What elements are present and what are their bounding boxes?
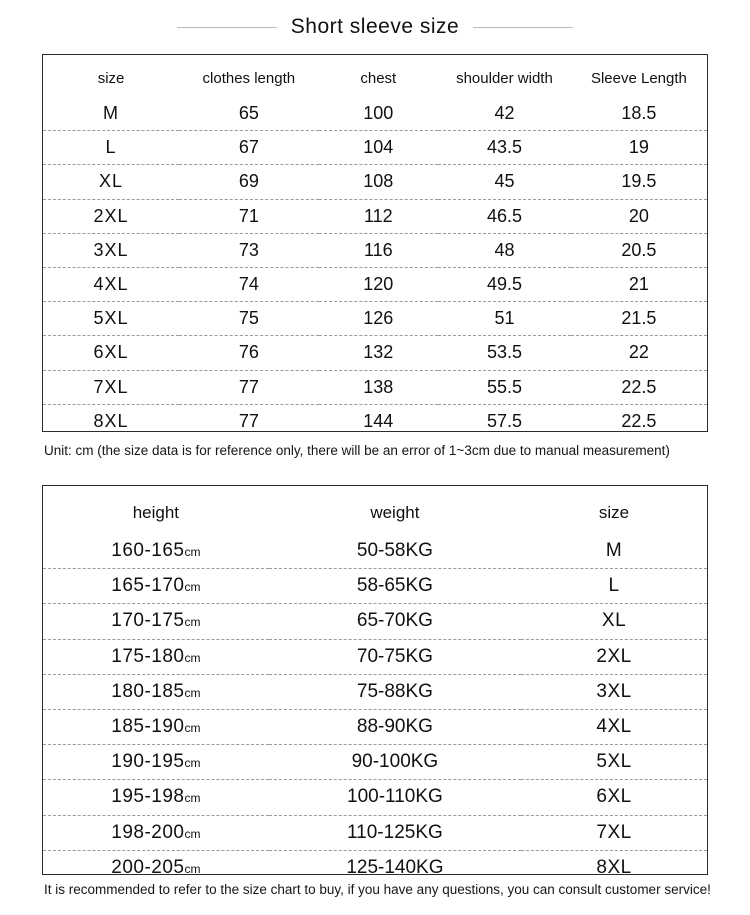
table-row xyxy=(43,709,707,744)
cell-clothes-length: 74 xyxy=(179,267,318,301)
cell-size: 8XL xyxy=(93,410,129,431)
cell-sleeve-length: 21.5 xyxy=(571,302,707,336)
cell-shoulder-width: 42 xyxy=(438,97,571,131)
cell-height xyxy=(43,639,269,674)
cell-shoulder-width: 48 xyxy=(438,233,571,267)
cell-shoulder-width: 57.5 xyxy=(486,410,522,431)
cell-chest: 104 xyxy=(319,131,439,165)
height-unit: cm xyxy=(184,615,201,630)
cell-chest: 112 xyxy=(319,199,439,233)
height-unit: cm xyxy=(184,861,201,876)
height-value: 190-195 xyxy=(111,751,185,773)
cell-size: L xyxy=(43,131,179,165)
cell-height xyxy=(43,745,269,780)
cell-size: 5XL xyxy=(43,302,179,336)
cell-sleeve-length: 18.5 xyxy=(571,97,707,131)
cell-shoulder-width: 55.5 xyxy=(438,370,571,404)
table-row xyxy=(43,534,707,569)
cell-sleeve-length: 19.5 xyxy=(571,165,707,199)
cell-size: 2XL xyxy=(43,199,179,233)
cell-sleeve-length: 20.5 xyxy=(571,233,707,267)
cell-height xyxy=(43,850,269,885)
table-row xyxy=(43,131,707,165)
cell-clothes-length: 73 xyxy=(179,233,318,267)
cell-weight: 110-125KG xyxy=(269,815,521,850)
column-header-height: height xyxy=(132,503,180,522)
cell-sleeve-length: 22 xyxy=(571,336,707,370)
cell-clothes-length: 71 xyxy=(179,199,318,233)
column-header-size: size xyxy=(598,503,630,522)
height-value: 180-185 xyxy=(111,680,185,702)
fit-table-header-row xyxy=(43,492,707,534)
cell-chest: 144 xyxy=(363,410,394,431)
cell-chest: 116 xyxy=(319,233,439,267)
height-value: 185-190 xyxy=(111,716,185,738)
cell-clothes-length: 65 xyxy=(179,97,318,131)
height-value: 165-170 xyxy=(111,575,185,597)
cell-chest: 108 xyxy=(319,165,439,199)
table-row xyxy=(43,569,707,604)
table-row xyxy=(43,267,707,301)
column-header-clothes-length: clothes length xyxy=(202,69,296,87)
page-title-text: Short sleeve size xyxy=(290,15,460,38)
height-value: 198-200 xyxy=(111,821,185,843)
cell-chest: 132 xyxy=(319,336,439,370)
cell-size: L xyxy=(521,569,707,604)
cell-height xyxy=(43,815,269,850)
cell-chest: 126 xyxy=(319,302,439,336)
height-value: 160-165 xyxy=(111,540,185,562)
column-header-shoulder-width: shoulder width xyxy=(456,69,553,87)
table-row xyxy=(43,370,707,404)
height-value: 175-180 xyxy=(111,645,185,667)
table-row xyxy=(43,199,707,233)
table-row xyxy=(43,850,707,885)
cell-height xyxy=(43,780,269,815)
cell-height xyxy=(43,674,269,709)
table-row xyxy=(43,165,707,199)
cell-size: 7XL xyxy=(43,370,179,404)
cell-size: M xyxy=(521,534,707,569)
size-table-header-row xyxy=(43,59,707,97)
table-row xyxy=(43,97,707,131)
cell-chest: 120 xyxy=(319,267,439,301)
table-row xyxy=(43,745,707,780)
cell-size: 4XL xyxy=(521,709,707,744)
cell-clothes-length: 77 xyxy=(238,410,259,431)
cell-shoulder-width: 46.5 xyxy=(438,199,571,233)
table-row xyxy=(43,404,707,438)
cell-clothes-length: 69 xyxy=(179,165,318,199)
cell-size: 3XL xyxy=(43,233,179,267)
height-unit: cm xyxy=(184,685,201,700)
cell-clothes-length: 67 xyxy=(179,131,318,165)
cell-clothes-length: 75 xyxy=(179,302,318,336)
table-row xyxy=(43,233,707,267)
fit-recommendation-table xyxy=(42,485,708,878)
column-header-sleeve-length: Sleeve Length xyxy=(590,69,687,87)
height-unit: cm xyxy=(184,756,201,771)
cell-size: 6XL xyxy=(521,780,707,815)
height-unit: cm xyxy=(184,721,201,736)
cell-sleeve-length: 22.5 xyxy=(621,410,657,431)
cell-weight: 75-88KG xyxy=(269,674,521,709)
cell-height xyxy=(43,569,269,604)
cell-weight: 65-70KG xyxy=(269,604,521,639)
cell-weight: 90-100KG xyxy=(269,745,521,780)
cell-size: 7XL xyxy=(521,815,707,850)
cell-shoulder-width: 45 xyxy=(438,165,571,199)
page-title xyxy=(0,0,750,42)
table-row xyxy=(43,780,707,815)
cell-shoulder-width: 49.5 xyxy=(438,267,571,301)
table-row xyxy=(43,302,707,336)
cell-size: XL xyxy=(521,604,707,639)
table-row xyxy=(43,815,707,850)
cell-clothes-length: 77 xyxy=(179,370,318,404)
cell-weight: 70-75KG xyxy=(269,639,521,674)
cell-weight: 50-58KG xyxy=(269,534,521,569)
cell-shoulder-width: 51 xyxy=(438,302,571,336)
cell-weight: 125-140KG xyxy=(346,856,444,878)
cell-size: 5XL xyxy=(521,745,707,780)
cell-sleeve-length: 21 xyxy=(571,267,707,301)
height-unit: cm xyxy=(184,580,201,595)
cell-weight: 58-65KG xyxy=(269,569,521,604)
table-row xyxy=(43,336,707,370)
height-unit: cm xyxy=(184,791,201,806)
height-unit: cm xyxy=(184,650,201,665)
height-value: 170-175 xyxy=(111,610,185,632)
cell-sleeve-length: 22.5 xyxy=(571,370,707,404)
table-row xyxy=(43,639,707,674)
table-row xyxy=(43,604,707,639)
height-value: 195-198 xyxy=(111,786,185,808)
cell-sleeve-length: 20 xyxy=(571,199,707,233)
table-row xyxy=(43,674,707,709)
cell-weight: 100-110KG xyxy=(269,780,521,815)
height-value: 200-205 xyxy=(111,856,185,878)
cell-size: M xyxy=(43,97,179,131)
cell-size: 6XL xyxy=(43,336,179,370)
cell-size: XL xyxy=(43,165,179,199)
cell-shoulder-width: 43.5 xyxy=(438,131,571,165)
cell-height xyxy=(43,709,269,744)
column-header-chest: chest xyxy=(360,69,397,87)
advice-note: It is recommended to refer to the size chart to buy, if you have any questions, you can consult customer service! xyxy=(44,882,711,897)
cell-height xyxy=(43,604,269,639)
title-rule-right xyxy=(473,27,573,28)
cell-chest: 138 xyxy=(319,370,439,404)
height-unit: cm xyxy=(184,826,201,841)
cell-shoulder-width: 53.5 xyxy=(438,336,571,370)
height-unit: cm xyxy=(184,545,201,560)
cell-size: 4XL xyxy=(43,267,179,301)
size-chart-table xyxy=(42,54,708,432)
cell-size: 8XL xyxy=(596,856,632,878)
cell-chest: 100 xyxy=(319,97,439,131)
cell-clothes-length: 76 xyxy=(179,336,318,370)
column-header-size: size xyxy=(97,69,125,87)
cell-weight: 88-90KG xyxy=(269,709,521,744)
column-header-weight: weight xyxy=(370,503,420,522)
cell-height xyxy=(43,534,269,569)
title-rule-left xyxy=(177,27,277,28)
unit-note: Unit: cm (the size data is for reference only, there will be an error of 1~3cm due to manual measurement) xyxy=(44,443,670,458)
cell-size: 3XL xyxy=(521,674,707,709)
cell-sleeve-length: 19 xyxy=(571,131,707,165)
cell-size: 2XL xyxy=(521,639,707,674)
